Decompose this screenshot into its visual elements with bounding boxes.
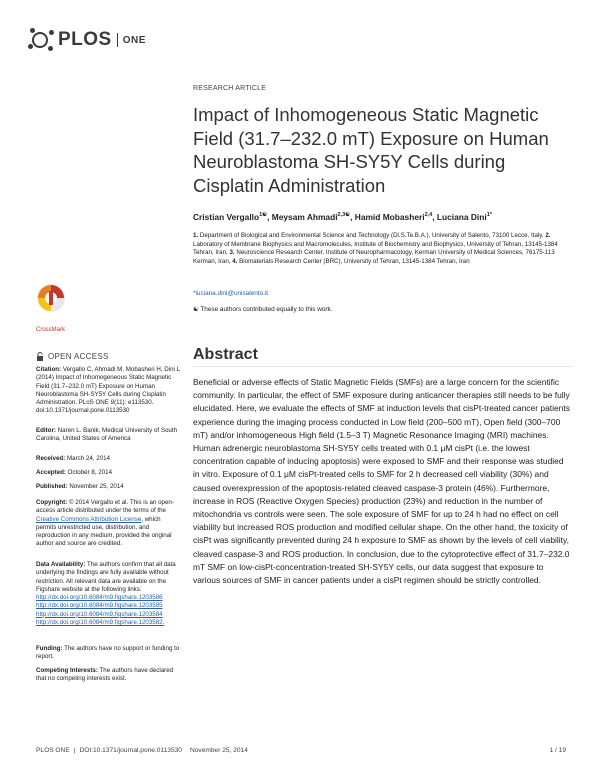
abstract-heading: Abstract xyxy=(193,346,258,363)
open-access-badge xyxy=(36,352,109,361)
open-lock-icon xyxy=(36,352,44,361)
author-list: Cristian Vergallo$^{1☯}$, Meysam Ahmadi$^{2,3☯}$, Hamid Mobasheri$^{2,4}$, Luciana Dini$^{1*}$ xyxy=(193,212,492,222)
author-affil: 2,3☯ xyxy=(337,212,351,219)
abstract-divider xyxy=(193,366,573,367)
published-block xyxy=(36,483,182,491)
copyright-text: © 2014 Vergallo et al. This is an open-access article distributed under the terms of the xyxy=(36,499,174,515)
received-block xyxy=(36,455,182,463)
published-label: Published: xyxy=(36,483,68,490)
data-availability-label: Data Availability: xyxy=(36,561,86,568)
affil-number: 1. xyxy=(193,232,199,239)
competing-interests-block xyxy=(36,667,182,684)
copyright-block xyxy=(36,499,182,549)
logo-divider xyxy=(117,33,118,47)
affiliations xyxy=(193,232,573,266)
footer-journal: PLOS ONE xyxy=(36,747,70,754)
citation-label: Citation: xyxy=(36,366,62,373)
data-availability-text: The authors confirm that all data underlying the findings are fully available without restriction. All relevant data are available on the Figshare website at the following links: xyxy=(36,561,176,593)
crossmark-badge[interactable] xyxy=(36,283,76,333)
equal-contribution-note: ☯ These authors contributed equally to this work. xyxy=(193,306,333,313)
footer-date: November 25, 2014 xyxy=(189,747,248,754)
plos-logo-icon xyxy=(30,28,54,52)
funding-label: Funding: xyxy=(36,645,63,652)
affil-number: 4. xyxy=(232,257,238,265)
license-link[interactable]: Creative Commons Attribution License xyxy=(36,515,142,523)
copyright-text-end: , which permits unrestricted use, distribution, and reproduction in any medium, provided the original author and source are credited. xyxy=(36,515,172,548)
open-access-label: OPEN ACCESS xyxy=(48,352,109,361)
abstract-body: Beneficial or adverse effects of Static Magnetic Fields (SMFs) are a large concern for the scientific community. In particular, the effect of SMF exposure during anticancer therapies still needs to be fully elucidated. Here, we evaluate the effects of SMF at induction levels that cisPt-treated cancer patients experience during the imaging process conducted in Low field (200–500 mT), Open field (300–700 mT) and/or inhomogeneous High field (1.5–3 T) Magnetic Resonance Imaging (MRI) machines. Human adrenergic neuroblastoma SH-SY5Y cells treated with 0.1 μM cisPt (i.e. the lowest concentration capable of inducing apoptosis) were exposed to SMF and their response was studied in vitro. Exposure of 0.1 μM cisPt-treated cells to SMF for 2 h decreased cell viability (30%) and caused overexpression of the apoptosis-related cleaved caspase-3 protein (46%). Furthermore, increase in ROS (Reactive Oxygen Species) production (23%) and reduction in the number of mitochondria vs controls were seen. The sole exposure of SMF for up to 24 h had no effect on cell viability but increased ROS production and modified cellular shape. On the other hand, the toxicity of cisPt was significantly prevented during 24 h exposure to SMF as shown by the levels of cell viability, cleaved caspase-3 and ROS production. In conclusion, due to the cytoprotective effect of 31.7–232.0 mT SMF on low-cisPt-concentration-treated SH-SY5Y cells, our data suggest that exposure to various sources of SMF in cancer patients under a cisPt regimen should be strictly controlled. xyxy=(193,377,570,586)
article-title: Impact of Inhomogeneous Static Magnetic Field (31.7–232.0 mT) Exposure on Human Neuroblastoma SH-SY5Y Cells during Cisplatin Administration xyxy=(193,104,549,196)
author-affil: 1☯ xyxy=(259,212,268,219)
competing-interests-label: Competing Interests: xyxy=(36,667,98,674)
footer-separator: | xyxy=(73,747,76,754)
editor-text: Naren L. Banik, Medical University of South Carolina, United States of America xyxy=(36,427,178,443)
affil-text: Neuroscience Research Center, Institute of Neuropharmacology, Kerman University of Medical Sciences, 76175-113 Kerman, Iran, xyxy=(193,249,555,265)
page-number: 1 / 19 xyxy=(549,747,566,754)
affil-number: 2. xyxy=(545,232,551,239)
author-name: Cristian Vergallo xyxy=(193,212,260,222)
author-name: Hamid Mobasheri xyxy=(354,212,425,222)
author-name: Luciana Dini xyxy=(436,212,487,222)
competing-interests-text: The authors have declared that no competing interests exist. xyxy=(36,667,174,683)
published-date: November 25, 2014 xyxy=(69,483,124,490)
author-affil: 1* xyxy=(486,212,492,219)
citation-block xyxy=(36,366,182,416)
author-name: Meysam Ahmadi xyxy=(271,212,338,222)
accepted-block xyxy=(36,469,182,477)
accepted-date: October 8, 2014 xyxy=(67,469,113,476)
funding-block xyxy=(36,645,182,662)
footer-doi: DOI:10.1371/journal.pone.0113530 xyxy=(79,747,182,754)
corresponding-email-link[interactable]: *luciana.dini@unisalento.it xyxy=(193,290,269,297)
copyright-label: Copyright: xyxy=(36,499,68,506)
data-availability-block xyxy=(36,561,182,627)
received-date: March 24, 2014 xyxy=(66,455,110,462)
figshare-links[interactable]: http://dx.doi.org/10.6084/m9.figshare.1203586 http://dx.doi.org/10.6084/m9.figshare.1203585 http://dx.doi.org/10.6084/m9.figshare.1203584 http://dx.doi.org/10.6084/m9.figshare.1203582. xyxy=(36,594,165,627)
funding-text: The authors have no support or funding to report. xyxy=(36,645,180,661)
affil-text: Biomaterials Research Center (BRC), University of Tehran, 13145-1384 Tehran, Iran xyxy=(239,257,470,265)
article-type: RESEARCH ARTICLE xyxy=(193,85,267,92)
received-label: Received: xyxy=(36,455,66,462)
affil-number: 3. xyxy=(229,249,235,257)
crossmark-label: CrossMark xyxy=(36,327,66,333)
author-affil: 2,4 xyxy=(424,212,433,219)
logo-journal: ONE xyxy=(122,34,146,46)
logo-brand: PLOS xyxy=(58,29,112,50)
plos-one-logo[interactable] xyxy=(30,28,146,52)
editor-block xyxy=(36,427,182,444)
citation-text: Vergallo C, Ahmadi M, Mobasheri H, Dini L (2014) Impact of Inhomogeneous Static Magnetic Field (31.7–232.0 mT) Exposure on Human Neuroblastoma SH-SY5Y Cells during Cisplatin Administration. PLoS ONE 9(11): e113530. doi:10.1371/journal.pone.0113530 xyxy=(36,366,180,415)
affil-text: Department of Biological and Environmental Science and Technology (Di.S.Te.B.A.), University of Salento, 73100 Lecce, Italy, xyxy=(199,232,544,239)
crossmark-icon xyxy=(36,283,66,321)
page-footer xyxy=(36,747,566,754)
editor-label: Editor: xyxy=(36,427,56,434)
accepted-label: Accepted: xyxy=(36,469,66,476)
affil-text: Laboratory of Membrane Biophysics and Macromolecules, Institute of Biochemistry and Biophysics, University of Tehran, 13145-1384 Tehran, Iran, xyxy=(193,240,558,257)
